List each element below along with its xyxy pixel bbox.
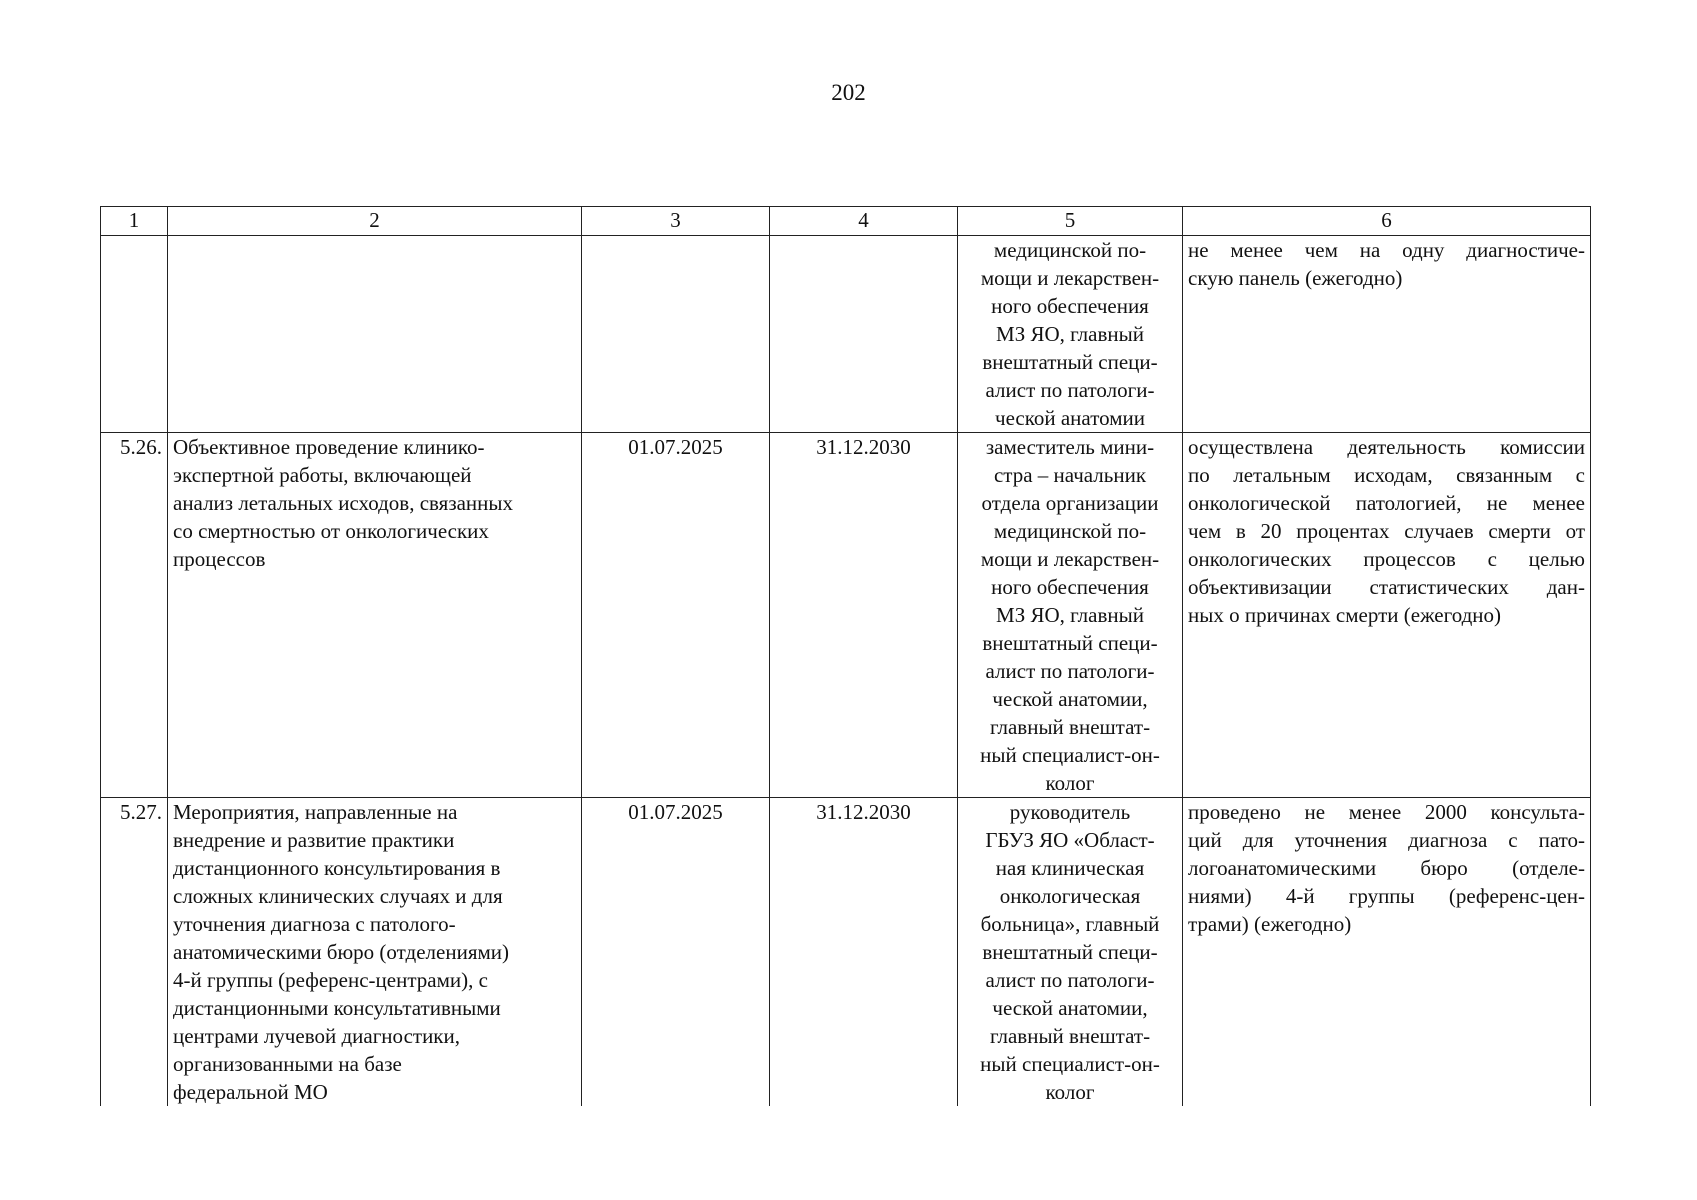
result-line: объективизации статистических дан- xyxy=(1188,575,1585,599)
activity-line: уточнения диагноза с патолого- xyxy=(173,912,456,936)
responsible-line: мощи и лекарствен- xyxy=(980,266,1160,290)
activity-line: 4-й группы (референс-центрами), с xyxy=(173,968,488,992)
result-line: трами) (ежегодно) xyxy=(1188,912,1352,936)
responsible-cell xyxy=(958,433,1183,798)
item-number-cell: 5.27. xyxy=(101,798,168,1107)
responsible-line: внештатный специ- xyxy=(982,631,1158,655)
column-header: 5 xyxy=(958,207,1183,236)
responsible-line: ческой анатомии, xyxy=(992,996,1148,1020)
result-line: ций для уточнения диагноза с пато- xyxy=(1188,828,1585,852)
responsible-line: главный внештат- xyxy=(989,1024,1151,1048)
responsible-line: ческой анатомии xyxy=(995,406,1145,430)
start-date-cell xyxy=(582,236,770,433)
activity-line: федеральной МО xyxy=(173,1080,328,1104)
end-date-cell: 31.12.2030 xyxy=(770,433,958,798)
responsible-line: онкологическая xyxy=(999,884,1141,908)
result-cell xyxy=(1183,798,1591,1107)
responsible-line: ГБУЗ ЯО «Област- xyxy=(985,828,1155,852)
result-line: ных о причинах смерти (ежегодно) xyxy=(1188,603,1502,627)
result-line: ниями) 4-й группы (референс-цен- xyxy=(1188,884,1585,908)
responsible-line: колог xyxy=(1045,1080,1095,1104)
responsible-line: алист по патологи- xyxy=(985,659,1155,683)
responsible-cell xyxy=(958,798,1183,1107)
start-date-cell: 01.07.2025 xyxy=(582,433,770,798)
activity-line: сложных клинических случаях и для xyxy=(173,884,503,908)
responsible-line: медицинской по- xyxy=(993,519,1147,543)
end-date-cell: 31.12.2030 xyxy=(770,798,958,1107)
responsible-line: алист по патологи- xyxy=(985,378,1155,402)
column-header: 6 xyxy=(1183,207,1591,236)
end-date-cell xyxy=(770,236,958,433)
result-line: скую панель (ежегодно) xyxy=(1188,266,1403,290)
item-number-cell xyxy=(101,236,168,433)
table-row xyxy=(101,798,1591,1107)
activity-description-cell xyxy=(168,236,582,433)
activity-description-cell xyxy=(168,798,582,1107)
responsible-line: ная клиническая xyxy=(995,856,1145,880)
start-date-cell: 01.07.2025 xyxy=(582,798,770,1107)
result-cell xyxy=(1183,433,1591,798)
column-header: 4 xyxy=(770,207,958,236)
responsible-line: ный специалист-он- xyxy=(980,743,1160,767)
activity-description-cell xyxy=(168,433,582,798)
result-line: не менее чем на одну диагностиче- xyxy=(1188,238,1585,262)
activity-line: экспертной работы, включающей xyxy=(173,463,472,487)
activity-line: дистанционными консультативными xyxy=(173,996,501,1020)
column-header: 2 xyxy=(168,207,582,236)
result-line: по летальным исходам, связанным с xyxy=(1188,463,1585,487)
responsible-line: ного обеспечения xyxy=(991,575,1149,599)
result-line: проведено не менее 2000 консульта- xyxy=(1188,800,1585,824)
result-line: осуществлена деятельность комиссии xyxy=(1188,435,1585,459)
responsible-line: алист по патологи- xyxy=(985,968,1155,992)
result-line: онкологических процессов с целью xyxy=(1188,547,1585,571)
responsible-line: ного обеспечения xyxy=(991,294,1149,318)
activity-line: со смертностью от онкологических xyxy=(173,519,489,543)
responsible-line: мощи и лекарствен- xyxy=(980,547,1160,571)
responsible-line: стра – начальник xyxy=(993,463,1147,487)
activity-line: внедрение и развитие практики xyxy=(173,828,455,852)
responsible-line: руководитель xyxy=(1009,800,1131,824)
responsible-line: заместитель мини- xyxy=(985,435,1155,459)
activity-line: анализ летальных исходов, связанных xyxy=(173,491,514,515)
responsible-line: внештатный специ- xyxy=(982,940,1158,964)
activity-line: организованными на базе xyxy=(173,1052,402,1076)
responsible-line: больница», главный xyxy=(980,912,1160,936)
activity-line: центрами лучевой диагностики, xyxy=(173,1024,460,1048)
responsible-line: внештатный специ- xyxy=(982,350,1158,374)
responsible-line: главный внештат- xyxy=(989,715,1151,739)
table-row xyxy=(101,236,1591,433)
page-number: 202 xyxy=(831,80,866,105)
column-header: 3 xyxy=(582,207,770,236)
responsible-line: ный специалист-он- xyxy=(980,1052,1160,1076)
responsible-line: медицинской по- xyxy=(993,238,1147,262)
item-number-cell: 5.26. xyxy=(101,433,168,798)
responsible-cell xyxy=(958,236,1183,433)
responsible-line: ческой анатомии, xyxy=(992,687,1148,711)
activity-line: процессов xyxy=(173,547,266,571)
result-cell xyxy=(1183,236,1591,433)
responsible-line: МЗ ЯО, главный xyxy=(996,322,1144,346)
column-header: 1 xyxy=(101,207,168,236)
responsible-line: отдела организации xyxy=(981,491,1159,515)
activity-line: дистанционного консультирования в xyxy=(173,856,501,880)
responsible-line: МЗ ЯО, главный xyxy=(996,603,1144,627)
responsible-line: колог xyxy=(1045,771,1095,795)
activity-line: Мероприятия, направленные на xyxy=(173,800,458,824)
activity-line: Объективное проведение клинико- xyxy=(173,435,485,459)
plan-table xyxy=(100,206,1591,1106)
result-line: чем в 20 процентах случаев смерти от xyxy=(1188,519,1585,543)
table-row xyxy=(101,433,1591,798)
activity-line: анатомическими бюро (отделениями) xyxy=(173,940,510,964)
table-header-row xyxy=(101,207,1591,236)
result-line: логоанатомическими бюро (отделе- xyxy=(1188,856,1585,880)
result-line: онкологической патологией, не менее xyxy=(1188,491,1585,515)
